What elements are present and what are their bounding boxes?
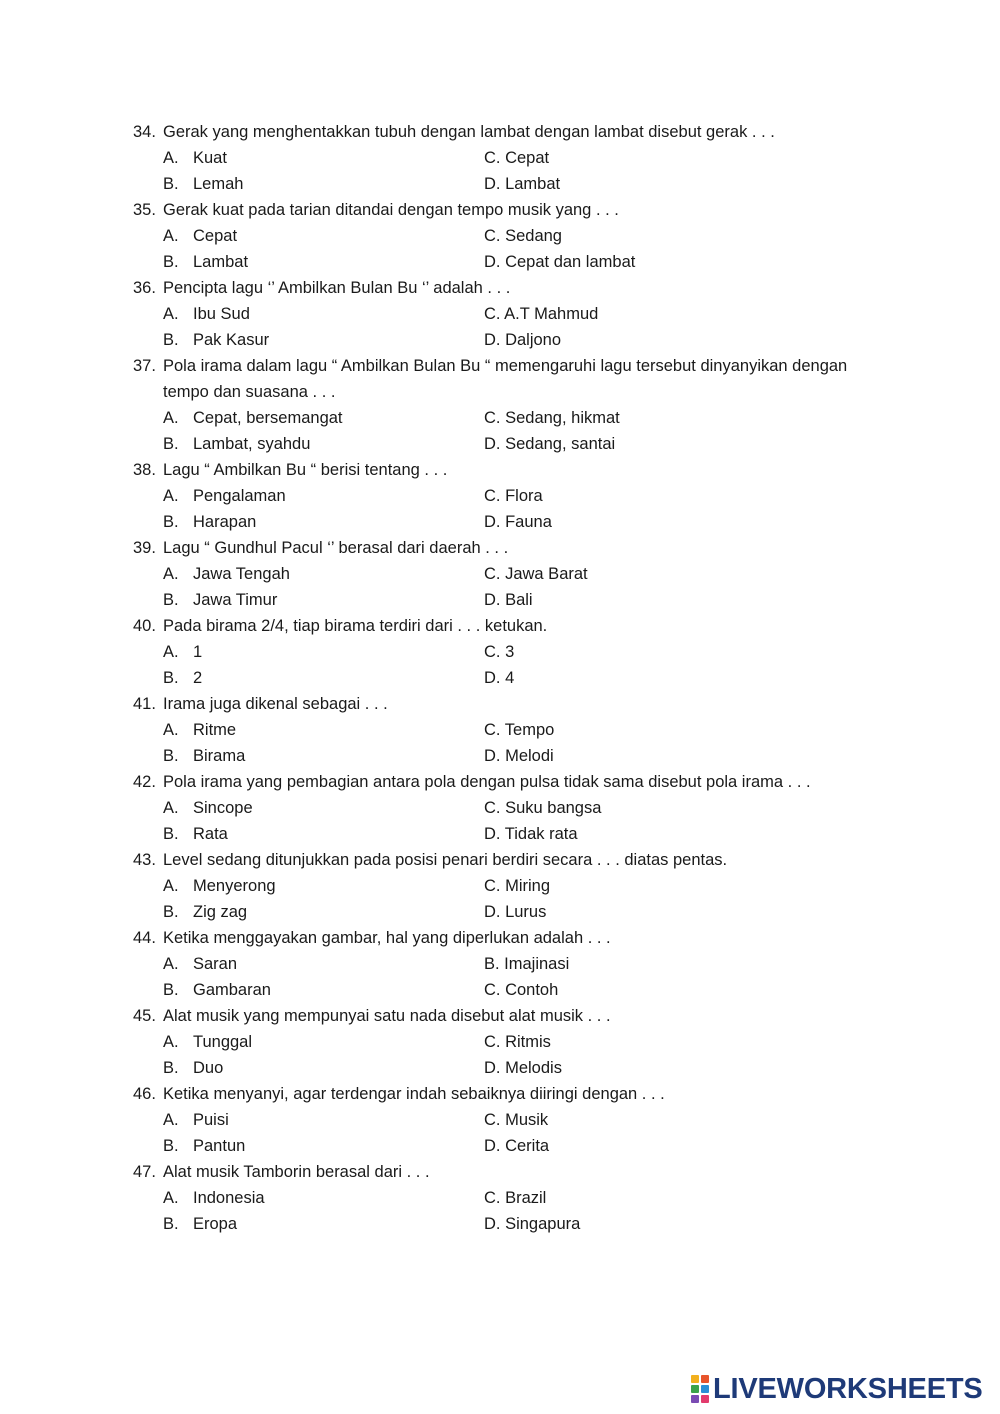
logo-text: LIVEWORKSHEETS (713, 1373, 983, 1405)
option-left[interactable] (133, 483, 484, 509)
option-left[interactable] (133, 561, 484, 587)
question-number: 35. (133, 201, 156, 219)
option-text: Pak Kasur (193, 331, 270, 349)
question-row (133, 1081, 893, 1107)
option-letter: A. (163, 1111, 179, 1129)
option-row (133, 1055, 893, 1081)
question-number: 41. (133, 695, 156, 713)
question-37 (133, 353, 893, 457)
option-letter: A. (163, 487, 179, 505)
option-row (133, 301, 893, 327)
option-row (133, 171, 893, 197)
option-letter: B. (163, 903, 179, 921)
option-letter: A. (163, 305, 179, 323)
question-row (133, 613, 893, 639)
option-right[interactable]: D. Tidak rata (484, 825, 578, 843)
question-text: Ketika menggayakan gambar, hal yang diperlukan adalah . . . (163, 929, 611, 947)
question-40 (133, 613, 893, 691)
option-text: Menyerong (193, 877, 276, 895)
question-38 (133, 457, 893, 535)
option-row (133, 327, 893, 353)
question-row (133, 1003, 893, 1029)
question-number: 44. (133, 929, 156, 947)
question-text: Level sedang ditunjukkan pada posisi penari berdiri secara . . . diatas pentas. (163, 851, 728, 869)
option-row (133, 743, 893, 769)
question-row (133, 847, 893, 873)
option-right[interactable]: D. Cerita (484, 1137, 550, 1155)
option-right[interactable]: C. Contoh (484, 981, 559, 999)
option-row (133, 665, 893, 691)
option-letter: B. (163, 175, 179, 193)
question-row (133, 691, 893, 717)
option-text: Cepat, bersemangat (193, 409, 343, 427)
question-46 (133, 1081, 893, 1159)
option-row (133, 483, 893, 509)
option-row (133, 249, 893, 275)
option-text: Harapan (193, 513, 257, 531)
question-text: Gerak kuat pada tarian ditandai dengan tempo musik yang . . . (163, 201, 619, 219)
question-number: 39. (133, 539, 156, 557)
option-letter: A. (163, 721, 179, 739)
question-number: 43. (133, 851, 156, 869)
option-left[interactable] (133, 743, 484, 769)
question-number: 40. (133, 617, 156, 635)
option-left[interactable] (133, 509, 484, 535)
option-right[interactable]: C. Ritmis (484, 1033, 551, 1051)
option-left[interactable] (133, 1029, 484, 1055)
option-row (133, 145, 893, 171)
option-text: Saran (193, 955, 238, 973)
option-right[interactable]: B. Imajinasi (484, 955, 570, 973)
option-row (133, 977, 893, 1003)
question-text: Pencipta lagu ‘’ Ambilkan Bulan Bu ‘’ adalah . . . (163, 279, 511, 297)
question-43 (133, 847, 893, 925)
option-text: Zig zag (193, 903, 248, 921)
option-text: Jawa Tengah (193, 565, 290, 583)
question-text: Ketika menyanyi, agar terdengar indah sebaiknya diiringi dengan . . . (163, 1085, 665, 1103)
question-row (133, 275, 893, 301)
option-right[interactable]: C. Sedang, hikmat (484, 409, 620, 427)
option-letter: A. (163, 643, 179, 661)
question-number: 37. (133, 357, 156, 375)
option-text: Jawa Timur (193, 591, 278, 609)
option-right[interactable]: D. Lurus (484, 903, 547, 921)
option-row (133, 639, 893, 665)
option-right[interactable]: D. Sedang, santai (484, 435, 616, 453)
option-right[interactable]: C. Tempo (484, 721, 555, 739)
question-42 (133, 769, 893, 847)
option-row (133, 1185, 893, 1211)
option-right[interactable]: D. Fauna (484, 513, 552, 531)
question-row (133, 535, 893, 561)
option-right[interactable]: C. Suku bangsa (484, 799, 602, 817)
option-text: 2 (193, 669, 203, 687)
question-36 (133, 275, 893, 353)
logo-tiles-icon (691, 1375, 709, 1403)
option-left[interactable] (133, 223, 484, 249)
option-right[interactable]: C. Musik (484, 1111, 549, 1129)
option-letter: B. (163, 253, 179, 271)
question-number: 36. (133, 279, 156, 297)
question-row (133, 925, 893, 951)
liveworksheets-logo (691, 1372, 983, 1406)
option-letter: B. (163, 825, 179, 843)
option-left[interactable] (133, 821, 484, 847)
option-row (133, 873, 893, 899)
option-letter: B. (163, 981, 179, 999)
option-left[interactable] (133, 951, 484, 977)
option-letter: B. (163, 747, 179, 765)
option-right[interactable]: C. A.T Mahmud (484, 305, 599, 323)
question-45 (133, 1003, 893, 1081)
option-right[interactable]: D. Daljono (484, 331, 562, 349)
question-41 (133, 691, 893, 769)
option-row (133, 821, 893, 847)
question-34 (133, 119, 893, 197)
option-right[interactable]: D. Cepat dan lambat (484, 253, 636, 271)
option-right[interactable]: C. 3 (484, 643, 515, 661)
option-left[interactable] (133, 899, 484, 925)
option-left[interactable] (133, 977, 484, 1003)
option-text: Pantun (193, 1137, 246, 1155)
option-letter: B. (163, 591, 179, 609)
option-text: Birama (193, 747, 246, 765)
option-letter: B. (163, 1059, 179, 1077)
option-text: Puisi (193, 1111, 229, 1129)
option-left[interactable] (133, 1133, 484, 1159)
option-left[interactable] (133, 1211, 484, 1237)
option-letter: A. (163, 877, 179, 895)
option-left[interactable] (133, 665, 484, 691)
option-right[interactable]: D. 4 (484, 669, 515, 687)
question-text: Lagu “ Gundhul Pacul ‘’ berasal dari daerah . . . (163, 539, 509, 557)
option-right[interactable]: C. Brazil (484, 1189, 547, 1207)
option-left[interactable] (133, 639, 484, 665)
question-row (133, 119, 893, 145)
question-number: 46. (133, 1085, 156, 1103)
question-number: 45. (133, 1007, 156, 1025)
option-text: Lambat (193, 253, 249, 271)
option-letter: A. (163, 1189, 179, 1207)
option-text: Ibu Sud (193, 305, 250, 323)
option-text: Duo (193, 1059, 224, 1077)
option-row (133, 795, 893, 821)
option-letter: B. (163, 513, 179, 531)
option-letter: A. (163, 409, 179, 427)
option-letter: A. (163, 149, 179, 167)
option-right[interactable]: D. Singapura (484, 1215, 581, 1233)
question-text: Alat musik yang mempunyai satu nada disebut alat musik . . . (163, 1007, 611, 1025)
option-text: Pengalaman (193, 487, 286, 505)
option-right[interactable]: D. Lambat (484, 175, 561, 193)
option-letter: B. (163, 1215, 179, 1233)
question-text: Pada birama 2/4, tiap birama terdiri dari . . . ketukan. (163, 617, 548, 635)
option-letter: B. (163, 669, 179, 687)
option-left[interactable] (133, 1055, 484, 1081)
question-row (133, 1159, 893, 1185)
option-row (133, 223, 893, 249)
option-left[interactable] (133, 795, 484, 821)
option-right[interactable]: C. Flora (484, 487, 543, 505)
question-row (133, 197, 893, 223)
option-left[interactable] (133, 1107, 484, 1133)
option-letter: A. (163, 227, 179, 245)
option-letter: B. (163, 331, 179, 349)
option-right[interactable]: C. Miring (484, 877, 551, 895)
option-row (133, 1133, 893, 1159)
question-row (133, 769, 893, 795)
option-text: Cepat (193, 227, 238, 245)
option-row (133, 587, 893, 613)
option-left[interactable] (133, 405, 484, 431)
option-left[interactable] (133, 301, 484, 327)
option-letter: A. (163, 1033, 179, 1051)
option-text: Eropa (193, 1215, 238, 1233)
option-text: Gambaran (193, 981, 271, 999)
option-letter: B. (163, 1137, 179, 1155)
option-text: 1 (193, 643, 203, 661)
question-text: Irama juga dikenal sebagai . . . (163, 695, 388, 713)
option-right[interactable]: D. Melodis (484, 1059, 562, 1077)
question-number: 47. (133, 1163, 156, 1181)
option-row (133, 899, 893, 925)
option-left[interactable] (133, 717, 484, 743)
option-row (133, 951, 893, 977)
question-44 (133, 925, 893, 1003)
option-row (133, 509, 893, 535)
option-text: Lambat, syahdu (193, 435, 311, 453)
option-letter: A. (163, 565, 179, 583)
option-row (133, 1029, 893, 1055)
question-text: Alat musik Tamborin berasal dari . . . (163, 1163, 430, 1181)
option-left[interactable] (133, 327, 484, 353)
option-left[interactable] (133, 171, 484, 197)
option-letter: B. (163, 435, 179, 453)
option-row (133, 431, 893, 457)
option-right[interactable]: C. Cepat (484, 149, 550, 167)
option-text: Ritme (193, 721, 237, 739)
option-letter: A. (163, 799, 179, 817)
option-left[interactable] (133, 249, 484, 275)
option-text: Indonesia (193, 1189, 265, 1207)
option-row (133, 561, 893, 587)
option-right[interactable]: D. Bali (484, 591, 533, 609)
question-number: 34. (133, 123, 156, 141)
option-row (133, 1211, 893, 1237)
option-left[interactable] (133, 587, 484, 613)
option-left[interactable] (133, 873, 484, 899)
option-row (133, 717, 893, 743)
question-text: Pola irama yang pembagian antara pola dengan pulsa tidak sama disebut pola irama . . . (163, 773, 811, 791)
option-left[interactable] (133, 1185, 484, 1211)
option-right[interactable]: D. Melodi (484, 747, 554, 765)
option-right[interactable]: C. Jawa Barat (484, 565, 588, 583)
option-row (133, 405, 893, 431)
question-number: 42. (133, 773, 156, 791)
question-39 (133, 535, 893, 613)
question-number: 38. (133, 461, 156, 479)
option-row (133, 1107, 893, 1133)
question-text: Gerak yang menghentakkan tubuh dengan lambat dengan lambat disebut gerak . . . (163, 123, 775, 141)
question-47 (133, 1159, 893, 1237)
question-text: Pola irama dalam lagu “ Ambilkan Bulan Bu “ memengaruhi lagu tersebut dinyanyikan dengan tempo dan suasana . . . (163, 357, 848, 401)
question-35 (133, 197, 893, 275)
option-text: Sincope (193, 799, 253, 817)
option-text: Tunggal (193, 1033, 253, 1051)
option-text: Lemah (193, 175, 244, 193)
question-text: Lagu “ Ambilkan Bu “ berisi tentang . . . (163, 461, 448, 479)
option-text: Kuat (193, 149, 227, 167)
option-left[interactable] (133, 145, 484, 171)
question-list (133, 119, 893, 1237)
question-row (133, 457, 893, 483)
option-right[interactable]: C. Sedang (484, 227, 562, 245)
option-letter: A. (163, 955, 179, 973)
question-row (133, 353, 893, 405)
option-text: Rata (193, 825, 228, 843)
option-left[interactable] (133, 431, 484, 457)
